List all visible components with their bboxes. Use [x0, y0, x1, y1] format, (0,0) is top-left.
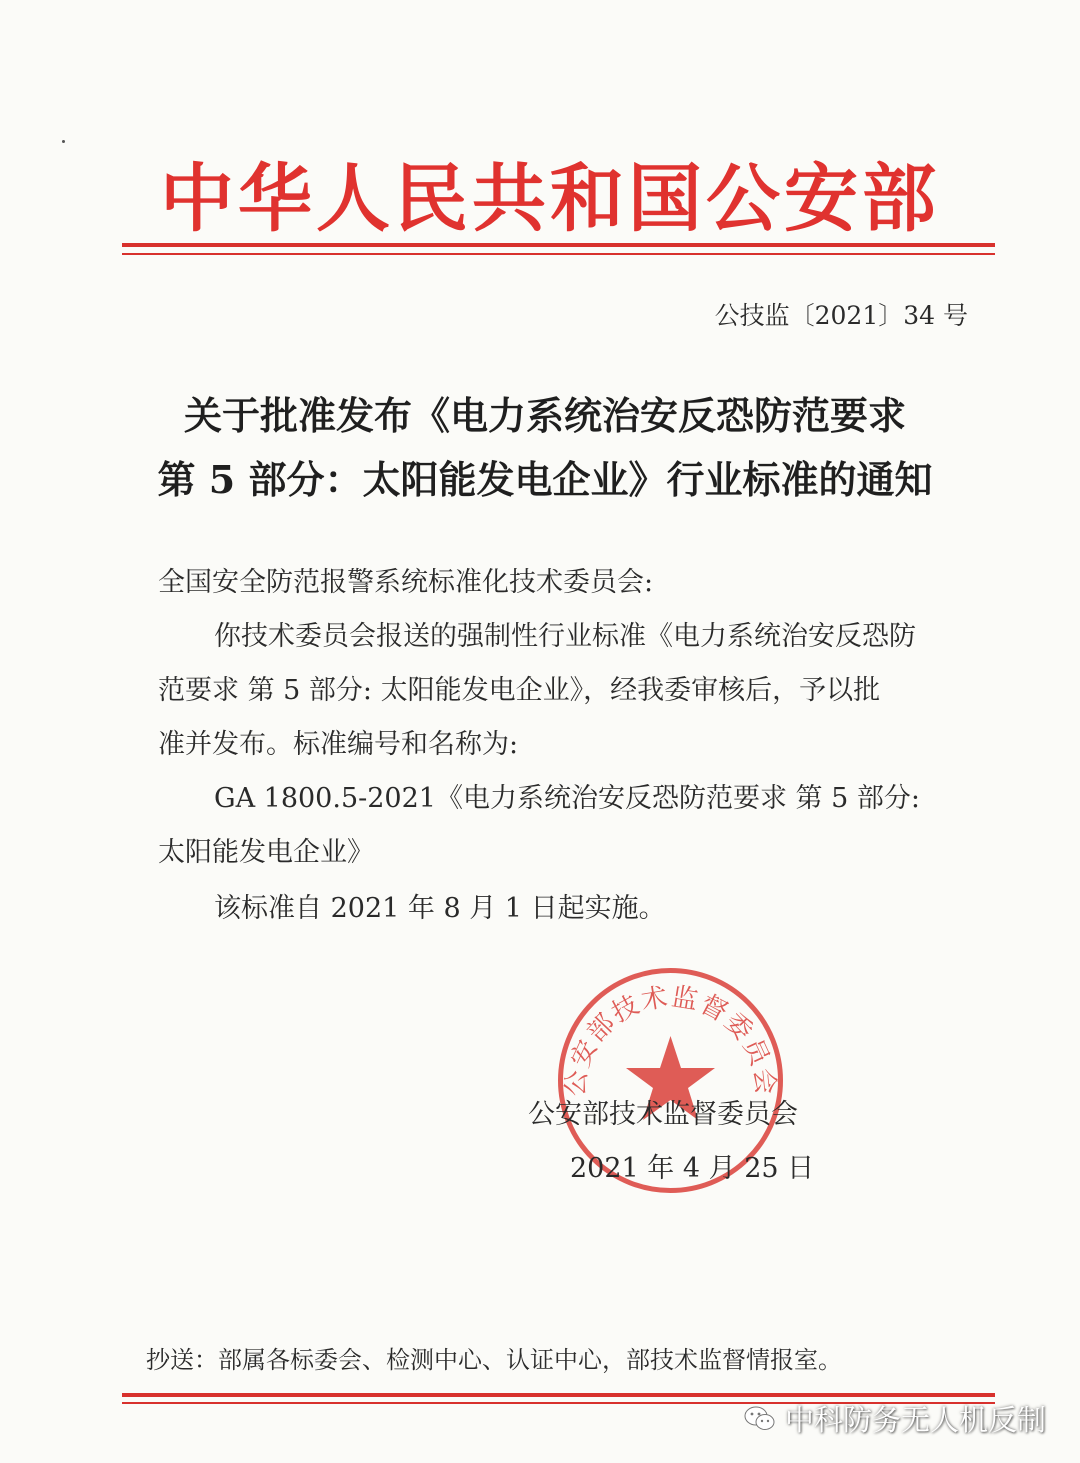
- addressee: 全国安全防范报警系统标准化技术委员会:: [158, 567, 654, 598]
- signature-block: [528, 1088, 814, 1196]
- cc-line: 抄送：部属各标委会、检测中心、认证中心，部技术监督情报室。: [146, 1346, 842, 1374]
- signing-organization: 公安部技术监督委员会: [528, 1099, 798, 1130]
- standard-line: 太阳能发电企业》: [158, 837, 374, 868]
- body-line: 范要求 第 5 部分: 太阳能发电企业》，经我委审核后，予以批: [158, 675, 881, 706]
- title-line: 关于批准发布《电力系统治安反恐防范要求: [183, 393, 906, 438]
- source-watermark: [743, 1398, 1046, 1439]
- document-title: [120, 384, 970, 512]
- watermark-text: 中科防务无人机反制: [784, 1403, 1046, 1437]
- header-rule-thin: [122, 253, 995, 255]
- title-line: 第 5 部分：太阳能发电企业》行业标准的通知: [157, 457, 933, 502]
- seal-text: 公安部技术监督委员会: [560, 982, 781, 1098]
- document-number: 公技监〔2021〕34 号: [714, 301, 968, 330]
- document-body: [158, 556, 978, 936]
- body-line: 你技术委员会报送的强制性行业标准《电力系统治安反恐防: [214, 621, 916, 652]
- issuer-header: 中华人民共和国公安部: [160, 156, 940, 242]
- wechat-icon: [743, 1404, 777, 1434]
- header-rule-thick: [122, 243, 995, 247]
- body-line: 准并发布。标准编号和名称为:: [158, 729, 519, 760]
- footer-rule-thick: [122, 1393, 995, 1397]
- signing-date: 2021 年 4 月 25 日: [570, 1153, 815, 1184]
- effective-date-line: 该标准自 2021 年 8 月 1 日起实施。: [214, 893, 666, 924]
- standard-line: GA 1800.5-2021《电力系统治安反恐防范要求 第 5 部分:: [214, 783, 920, 814]
